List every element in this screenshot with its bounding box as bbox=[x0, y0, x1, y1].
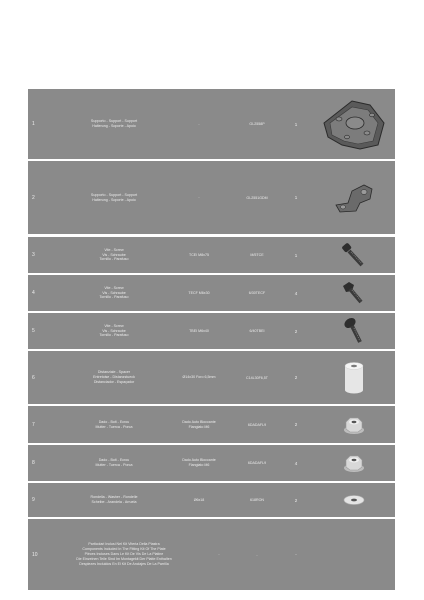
part-dimensions: - bbox=[198, 121, 200, 126]
part-number: 7 bbox=[32, 421, 35, 428]
part-quantity: 4 bbox=[294, 460, 298, 466]
part-quantity: 2 bbox=[294, 497, 298, 503]
parts-row bbox=[28, 275, 395, 311]
part-description: Particolari Inclusi Nel Kit Viteria Della Piastra Components Included In The Fitting Kit Of The Plate Pièces Incluses Dans Le Kit De Vis De La Platine Die Einzelnen Teile Sind Im Montagekit Der Platte Enthalten Despiezes Incluidos En El Kit De Anclajes De La Parrilla bbox=[76, 542, 172, 566]
part-description: Supporto - Support - Support Halterung - Soporte - Apoio bbox=[90, 119, 138, 128]
part-dimensions: Dado Auto Bloccante Flangiato M6 bbox=[182, 419, 216, 429]
bracket-small-icon bbox=[312, 161, 395, 234]
part-description: Rondella - Washer - Rondelle Scheibe - Arandela - Arruela bbox=[90, 495, 138, 504]
part-dimensions: - bbox=[198, 195, 200, 200]
part-dimensions: Ø6x18 bbox=[193, 497, 205, 502]
parts-row bbox=[28, 89, 395, 159]
part-number: 3 bbox=[32, 252, 35, 258]
part-number: 5 bbox=[32, 328, 35, 334]
part-code: GL2551GDM bbox=[246, 195, 268, 200]
part-number: 9 bbox=[32, 497, 35, 503]
part-code: - bbox=[256, 552, 258, 557]
parts-row bbox=[28, 445, 395, 481]
part-description: Vite - Screw Vis - Schraube Tornillo - Parafuso bbox=[99, 247, 129, 262]
part-code: M/5TCE bbox=[250, 253, 264, 257]
screw-long-icon bbox=[312, 237, 395, 273]
part-code: 6/30TECF bbox=[248, 291, 266, 295]
parts-row bbox=[28, 161, 395, 234]
part-dimensions: - bbox=[218, 552, 220, 557]
part-description: Vite - Screw Vis - Schraube Tornillo - Parafuso bbox=[99, 323, 129, 338]
part-description: Dado - Bolt - Ecrou Mutter - Tuerca - Porca bbox=[95, 419, 133, 429]
parts-row bbox=[28, 483, 395, 517]
parts-row bbox=[28, 406, 395, 443]
part-number: 4 bbox=[32, 290, 35, 296]
part-quantity: - bbox=[295, 552, 297, 557]
part-dimensions: TBEI M6x40 bbox=[189, 328, 209, 333]
part-description: Distanziale - Spacer Entretoise - Distanzstueck Distanciador - Espaçador bbox=[93, 370, 135, 384]
part-code: 6/40TBEI bbox=[249, 329, 265, 333]
part-dimensions: Ø14x30 Foro 6,5mm bbox=[182, 375, 216, 380]
nut-icon bbox=[312, 406, 395, 443]
part-dimensions: TECF M6x30 bbox=[188, 290, 210, 295]
part-code: 618RON bbox=[250, 498, 264, 502]
part-quantity: 4 bbox=[294, 290, 298, 296]
parts-row bbox=[28, 313, 395, 349]
part-quantity: 2 bbox=[294, 328, 298, 334]
part-code: C14L30F6,5T bbox=[246, 375, 268, 380]
part-description: Dado - Bolt - Ecrou Mutter - Tuerca - Porca bbox=[95, 458, 133, 467]
nut-icon bbox=[312, 445, 395, 481]
part-dimensions: Dado Auto Bloccante Flangiato M6 bbox=[182, 458, 216, 467]
part-code: GL2558P bbox=[249, 122, 265, 126]
part-code: 6DADAFL9 bbox=[247, 422, 267, 427]
part-dimensions: TCEI M8x75 bbox=[189, 252, 209, 257]
screw-button-icon bbox=[312, 313, 395, 349]
washer-icon bbox=[312, 483, 395, 517]
part-number: 2 bbox=[32, 194, 35, 201]
part-description: Vite - Screw Vis - Schraube Tornillo - Parafuso bbox=[99, 285, 129, 300]
bracket-plate-icon bbox=[312, 89, 395, 159]
part-number: 8 bbox=[32, 460, 35, 466]
part-number: 1 bbox=[32, 121, 35, 127]
parts-list-sheet bbox=[28, 89, 395, 513]
parts-row bbox=[28, 237, 395, 273]
part-number: 10 bbox=[32, 551, 38, 558]
parts-row bbox=[28, 351, 395, 404]
part-quantity: 1 bbox=[294, 195, 298, 200]
screw-flange-icon bbox=[312, 275, 395, 311]
part-quantity: 1 bbox=[294, 121, 298, 127]
parts-row-kit-note bbox=[28, 519, 395, 590]
part-code: 6DADAFL9 bbox=[247, 461, 267, 465]
part-number: 6 bbox=[32, 374, 35, 381]
part-quantity: 1 bbox=[294, 252, 298, 258]
part-quantity: 2 bbox=[294, 422, 298, 427]
part-description: Supporto - Support - Support Halterung - Soporte - Apoio bbox=[90, 192, 138, 202]
spacer-icon bbox=[312, 351, 395, 404]
part-quantity: 2 bbox=[294, 375, 298, 380]
